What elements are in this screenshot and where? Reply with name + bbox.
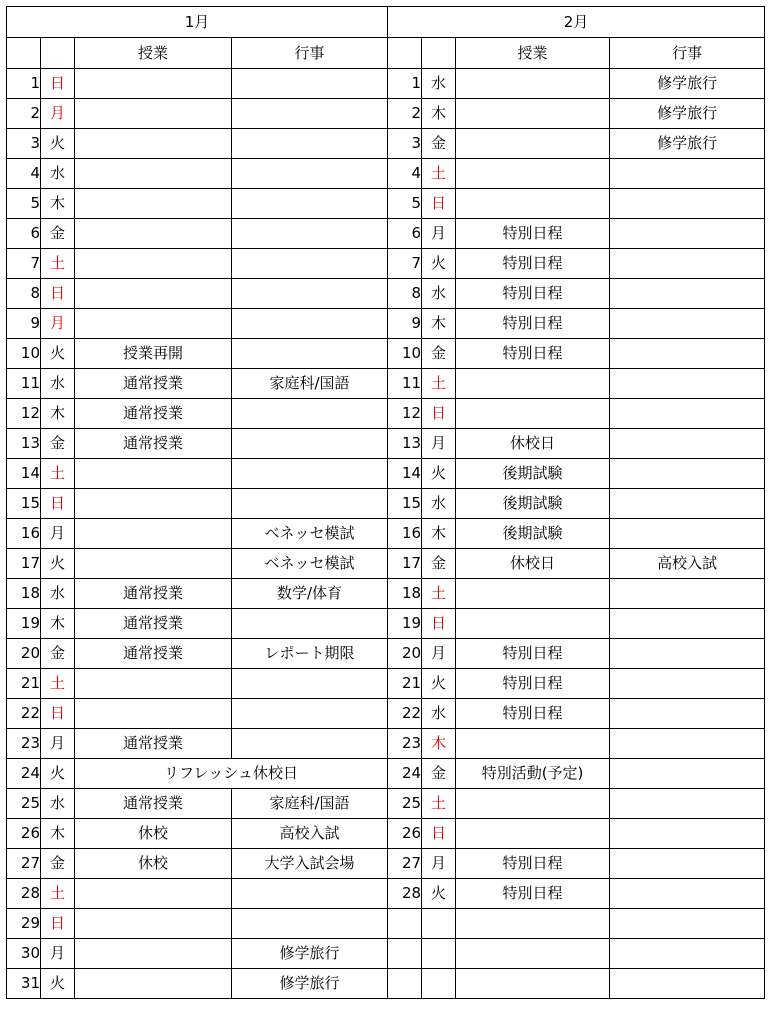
- january-weekday: 月: [41, 729, 75, 759]
- empty-cell: [456, 969, 610, 999]
- february-day-number: 16: [388, 519, 422, 549]
- january-weekday: 木: [41, 399, 75, 429]
- february-class-cell: [456, 99, 610, 129]
- january-class-cell: 通常授業: [75, 579, 232, 609]
- january-event-cell: [232, 669, 388, 699]
- empty-cell: [422, 939, 456, 969]
- table-row: [7, 99, 765, 129]
- january-day-number: 25: [7, 789, 41, 819]
- february-class-cell: [456, 369, 610, 399]
- february-event-cell: 修学旅行: [610, 129, 765, 159]
- table-row: [7, 279, 765, 309]
- table-row: [7, 639, 765, 669]
- january-class-cell: 通常授業: [75, 399, 232, 429]
- january-weekday: 土: [41, 249, 75, 279]
- table-row: [7, 879, 765, 909]
- january-class-cell: 授業再開: [75, 339, 232, 369]
- january-weekday: 水: [41, 579, 75, 609]
- january-class-cell: [75, 969, 232, 999]
- calendar-body: [7, 69, 765, 999]
- january-weekday: 火: [41, 549, 75, 579]
- january-weekday: 金: [41, 639, 75, 669]
- january-class-cell: [75, 309, 232, 339]
- january-day-number: 21: [7, 669, 41, 699]
- january-class-cell: 休校: [75, 849, 232, 879]
- january-class-cell: 通常授業: [75, 789, 232, 819]
- february-header: 2月: [388, 7, 765, 38]
- february-event-header: 行事: [610, 38, 765, 69]
- january-event-cell: [232, 279, 388, 309]
- february-event-cell: [610, 609, 765, 639]
- february-weekday: 土: [422, 789, 456, 819]
- february-class-cell: [456, 69, 610, 99]
- january-day-number: 30: [7, 939, 41, 969]
- january-class-cell: [75, 219, 232, 249]
- february-event-cell: [610, 849, 765, 879]
- february-day-number: 28: [388, 879, 422, 909]
- february-event-cell: [610, 159, 765, 189]
- february-event-cell: [610, 189, 765, 219]
- february-weekday: 水: [422, 699, 456, 729]
- january-class-cell: [75, 489, 232, 519]
- february-day-number: 18: [388, 579, 422, 609]
- table-row: [7, 609, 765, 639]
- january-weekday: 日: [41, 699, 75, 729]
- february-class-cell: [456, 159, 610, 189]
- february-day-number: 24: [388, 759, 422, 789]
- january-weekday: 火: [41, 969, 75, 999]
- january-class-cell: [75, 879, 232, 909]
- empty-cell: [422, 969, 456, 999]
- february-weekday: 木: [422, 309, 456, 339]
- empty-cell: [388, 939, 422, 969]
- february-class-cell: [456, 189, 610, 219]
- february-day-number: 3: [388, 129, 422, 159]
- table-row: [7, 69, 765, 99]
- january-day-number: 4: [7, 159, 41, 189]
- january-day-number: 24: [7, 759, 41, 789]
- february-event-cell: [610, 699, 765, 729]
- january-header: 1月: [7, 7, 388, 38]
- january-weekday: 土: [41, 879, 75, 909]
- february-weekday: 木: [422, 519, 456, 549]
- january-event-cell: [232, 729, 388, 759]
- february-class-cell: 特別日程: [456, 669, 610, 699]
- table-row: [7, 819, 765, 849]
- january-weekday: 土: [41, 459, 75, 489]
- column-header-row: [7, 38, 765, 69]
- january-weekday: 水: [41, 789, 75, 819]
- february-weekday: 金: [422, 549, 456, 579]
- february-day-number: 27: [388, 849, 422, 879]
- january-weekday: 月: [41, 519, 75, 549]
- february-weekday: 火: [422, 879, 456, 909]
- february-day-number: 15: [388, 489, 422, 519]
- january-class-cell: 通常授業: [75, 609, 232, 639]
- february-day-number: 5: [388, 189, 422, 219]
- january-class-cell: [75, 99, 232, 129]
- january-weekday: 火: [41, 129, 75, 159]
- january-class-header: 授業: [75, 38, 232, 69]
- february-class-cell: 後期試験: [456, 519, 610, 549]
- january-class-cell: [75, 69, 232, 99]
- empty-cell: [610, 939, 765, 969]
- empty-header-cell: [41, 38, 75, 69]
- january-day-number: 6: [7, 219, 41, 249]
- january-weekday: 土: [41, 669, 75, 699]
- table-row: [7, 549, 765, 579]
- february-day-number: 11: [388, 369, 422, 399]
- table-row: [7, 429, 765, 459]
- february-weekday: 日: [422, 189, 456, 219]
- february-class-cell: 特別日程: [456, 849, 610, 879]
- january-event-cell: [232, 99, 388, 129]
- february-day-number: 12: [388, 399, 422, 429]
- january-class-cell: [75, 249, 232, 279]
- table-row: [7, 459, 765, 489]
- february-class-cell: [456, 729, 610, 759]
- january-class-cell: [75, 699, 232, 729]
- january-weekday: 月: [41, 309, 75, 339]
- february-class-cell: 休校日: [456, 549, 610, 579]
- table-row: [7, 909, 765, 939]
- february-class-cell: 特別活動(予定): [456, 759, 610, 789]
- january-day-number: 17: [7, 549, 41, 579]
- table-row: [7, 489, 765, 519]
- february-day-number: 17: [388, 549, 422, 579]
- january-weekday: 月: [41, 99, 75, 129]
- february-weekday: 水: [422, 489, 456, 519]
- table-row: [7, 759, 765, 789]
- february-day-number: 21: [388, 669, 422, 699]
- january-event-cell: [232, 129, 388, 159]
- february-class-cell: 特別日程: [456, 879, 610, 909]
- january-event-header: 行事: [232, 38, 388, 69]
- february-event-cell: [610, 489, 765, 519]
- february-day-number: 6: [388, 219, 422, 249]
- february-class-cell: 後期試験: [456, 459, 610, 489]
- table-row: [7, 159, 765, 189]
- january-class-cell: [75, 549, 232, 579]
- month-header-row: [7, 7, 765, 38]
- february-weekday: 水: [422, 69, 456, 99]
- january-day-number: 7: [7, 249, 41, 279]
- february-day-number: 10: [388, 339, 422, 369]
- february-event-cell: 修学旅行: [610, 99, 765, 129]
- february-weekday: 月: [422, 639, 456, 669]
- empty-header-cell: [422, 38, 456, 69]
- february-day-number: 22: [388, 699, 422, 729]
- january-weekday: 水: [41, 159, 75, 189]
- january-class-cell: [75, 459, 232, 489]
- february-class-cell: [456, 129, 610, 159]
- january-event-cell: [232, 879, 388, 909]
- february-day-number: 7: [388, 249, 422, 279]
- empty-header-cell: [388, 38, 422, 69]
- january-event-cell: 数学/体育: [232, 579, 388, 609]
- january-event-cell: 修学旅行: [232, 939, 388, 969]
- february-weekday: 土: [422, 159, 456, 189]
- february-day-number: 26: [388, 819, 422, 849]
- january-event-cell: [232, 339, 388, 369]
- february-class-cell: [456, 819, 610, 849]
- january-class-cell: [75, 279, 232, 309]
- february-class-cell: 特別日程: [456, 309, 610, 339]
- january-day-number: 28: [7, 879, 41, 909]
- january-day-number: 13: [7, 429, 41, 459]
- february-weekday: 月: [422, 429, 456, 459]
- january-event-cell: 家庭科/国語: [232, 789, 388, 819]
- february-weekday: 金: [422, 129, 456, 159]
- january-day-number: 15: [7, 489, 41, 519]
- february-day-number: 25: [388, 789, 422, 819]
- january-day-number: 23: [7, 729, 41, 759]
- february-day-number: 23: [388, 729, 422, 759]
- january-event-cell: [232, 69, 388, 99]
- january-event-cell: [232, 189, 388, 219]
- february-day-number: 1: [388, 69, 422, 99]
- january-event-cell: レポート期限: [232, 639, 388, 669]
- february-weekday: 火: [422, 459, 456, 489]
- february-class-cell: 後期試験: [456, 489, 610, 519]
- table-row: [7, 849, 765, 879]
- january-day-number: 26: [7, 819, 41, 849]
- january-weekday: 日: [41, 279, 75, 309]
- february-event-cell: [610, 369, 765, 399]
- january-class-cell: [75, 129, 232, 159]
- january-event-cell: [232, 429, 388, 459]
- empty-cell: [422, 909, 456, 939]
- january-day-number: 22: [7, 699, 41, 729]
- january-class-cell: 通常授業: [75, 639, 232, 669]
- january-class-cell: [75, 669, 232, 699]
- january-event-cell: [232, 909, 388, 939]
- february-event-cell: [610, 789, 765, 819]
- february-weekday: 土: [422, 369, 456, 399]
- february-event-cell: [610, 219, 765, 249]
- january-class-cell: [75, 159, 232, 189]
- table-row: [7, 579, 765, 609]
- january-weekday: 日: [41, 489, 75, 519]
- calendar-table: [6, 6, 765, 999]
- january-day-number: 19: [7, 609, 41, 639]
- february-weekday: 日: [422, 609, 456, 639]
- table-row: [7, 969, 765, 999]
- january-event-cell: [232, 489, 388, 519]
- table-row: [7, 399, 765, 429]
- table-row: [7, 309, 765, 339]
- february-event-cell: [610, 639, 765, 669]
- february-class-cell: 特別日程: [456, 249, 610, 279]
- february-class-cell: [456, 579, 610, 609]
- february-event-cell: [610, 579, 765, 609]
- january-event-cell: 大学入試会場: [232, 849, 388, 879]
- february-event-cell: 高校入試: [610, 549, 765, 579]
- january-day-number: 31: [7, 969, 41, 999]
- february-event-cell: [610, 819, 765, 849]
- empty-header-cell: [7, 38, 41, 69]
- january-day-number: 2: [7, 99, 41, 129]
- table-row: [7, 249, 765, 279]
- january-weekday: 木: [41, 819, 75, 849]
- january-weekday: 日: [41, 909, 75, 939]
- table-row: [7, 189, 765, 219]
- february-class-cell: [456, 789, 610, 819]
- january-day-number: 16: [7, 519, 41, 549]
- february-weekday: 金: [422, 759, 456, 789]
- january-merged-cell: リフレッシュ休校日: [75, 759, 388, 789]
- table-row: [7, 729, 765, 759]
- february-event-cell: [610, 429, 765, 459]
- table-row: [7, 519, 765, 549]
- february-class-cell: [456, 609, 610, 639]
- february-day-number: 19: [388, 609, 422, 639]
- january-event-cell: [232, 249, 388, 279]
- february-day-number: 20: [388, 639, 422, 669]
- january-day-number: 5: [7, 189, 41, 219]
- empty-cell: [456, 939, 610, 969]
- february-class-cell: 特別日程: [456, 339, 610, 369]
- table-row: [7, 699, 765, 729]
- february-day-number: 2: [388, 99, 422, 129]
- february-day-number: 4: [388, 159, 422, 189]
- january-weekday: 火: [41, 339, 75, 369]
- january-day-number: 10: [7, 339, 41, 369]
- february-weekday: 火: [422, 249, 456, 279]
- january-day-number: 3: [7, 129, 41, 159]
- january-weekday: 金: [41, 429, 75, 459]
- empty-cell: [388, 969, 422, 999]
- february-weekday: 水: [422, 279, 456, 309]
- january-class-cell: [75, 519, 232, 549]
- january-event-cell: [232, 399, 388, 429]
- february-class-cell: 特別日程: [456, 279, 610, 309]
- january-event-cell: [232, 159, 388, 189]
- january-event-cell: 高校入試: [232, 819, 388, 849]
- table-row: [7, 219, 765, 249]
- table-row: [7, 129, 765, 159]
- february-class-cell: 休校日: [456, 429, 610, 459]
- empty-cell: [456, 909, 610, 939]
- january-class-cell: 通常授業: [75, 429, 232, 459]
- january-event-cell: [232, 459, 388, 489]
- january-weekday: 木: [41, 609, 75, 639]
- february-event-cell: 修学旅行: [610, 69, 765, 99]
- february-event-cell: [610, 519, 765, 549]
- january-day-number: 20: [7, 639, 41, 669]
- february-class-header: 授業: [456, 38, 610, 69]
- empty-cell: [610, 909, 765, 939]
- february-event-cell: [610, 399, 765, 429]
- february-event-cell: [610, 339, 765, 369]
- january-event-cell: ベネッセ模試: [232, 549, 388, 579]
- february-day-number: 14: [388, 459, 422, 489]
- february-weekday: 木: [422, 729, 456, 759]
- january-day-number: 9: [7, 309, 41, 339]
- january-weekday: 月: [41, 939, 75, 969]
- january-weekday: 日: [41, 69, 75, 99]
- table-row: [7, 669, 765, 699]
- january-weekday: 金: [41, 219, 75, 249]
- february-event-cell: [610, 249, 765, 279]
- february-event-cell: [610, 459, 765, 489]
- february-day-number: 8: [388, 279, 422, 309]
- february-class-cell: [456, 399, 610, 429]
- february-weekday: 月: [422, 849, 456, 879]
- february-class-cell: 特別日程: [456, 639, 610, 669]
- january-weekday: 金: [41, 849, 75, 879]
- january-class-cell: [75, 939, 232, 969]
- january-day-number: 29: [7, 909, 41, 939]
- february-day-number: 9: [388, 309, 422, 339]
- january-event-cell: ベネッセ模試: [232, 519, 388, 549]
- february-event-cell: [610, 759, 765, 789]
- january-day-number: 8: [7, 279, 41, 309]
- empty-cell: [388, 909, 422, 939]
- february-weekday: 月: [422, 219, 456, 249]
- january-class-cell: 通常授業: [75, 369, 232, 399]
- february-event-cell: [610, 279, 765, 309]
- february-class-cell: 特別日程: [456, 219, 610, 249]
- february-day-number: 13: [388, 429, 422, 459]
- january-weekday: 火: [41, 759, 75, 789]
- table-row: [7, 369, 765, 399]
- january-event-cell: [232, 609, 388, 639]
- january-class-cell: 休校: [75, 819, 232, 849]
- table-row: [7, 339, 765, 369]
- empty-cell: [610, 969, 765, 999]
- january-class-cell: [75, 909, 232, 939]
- february-weekday: 金: [422, 339, 456, 369]
- february-weekday: 日: [422, 819, 456, 849]
- january-event-cell: [232, 309, 388, 339]
- january-day-number: 18: [7, 579, 41, 609]
- january-day-number: 11: [7, 369, 41, 399]
- february-event-cell: [610, 879, 765, 909]
- january-day-number: 27: [7, 849, 41, 879]
- january-day-number: 12: [7, 399, 41, 429]
- january-day-number: 14: [7, 459, 41, 489]
- january-day-number: 1: [7, 69, 41, 99]
- table-row: [7, 789, 765, 819]
- february-weekday: 火: [422, 669, 456, 699]
- january-weekday: 水: [41, 369, 75, 399]
- january-event-cell: 家庭科/国語: [232, 369, 388, 399]
- february-weekday: 土: [422, 579, 456, 609]
- february-event-cell: [610, 669, 765, 699]
- february-weekday: 木: [422, 99, 456, 129]
- february-event-cell: [610, 729, 765, 759]
- january-class-cell: [75, 189, 232, 219]
- january-class-cell: 通常授業: [75, 729, 232, 759]
- table-row: [7, 939, 765, 969]
- february-event-cell: [610, 309, 765, 339]
- january-event-cell: 修学旅行: [232, 969, 388, 999]
- february-weekday: 日: [422, 399, 456, 429]
- january-event-cell: [232, 699, 388, 729]
- january-weekday: 木: [41, 189, 75, 219]
- january-event-cell: [232, 219, 388, 249]
- february-class-cell: 特別日程: [456, 699, 610, 729]
